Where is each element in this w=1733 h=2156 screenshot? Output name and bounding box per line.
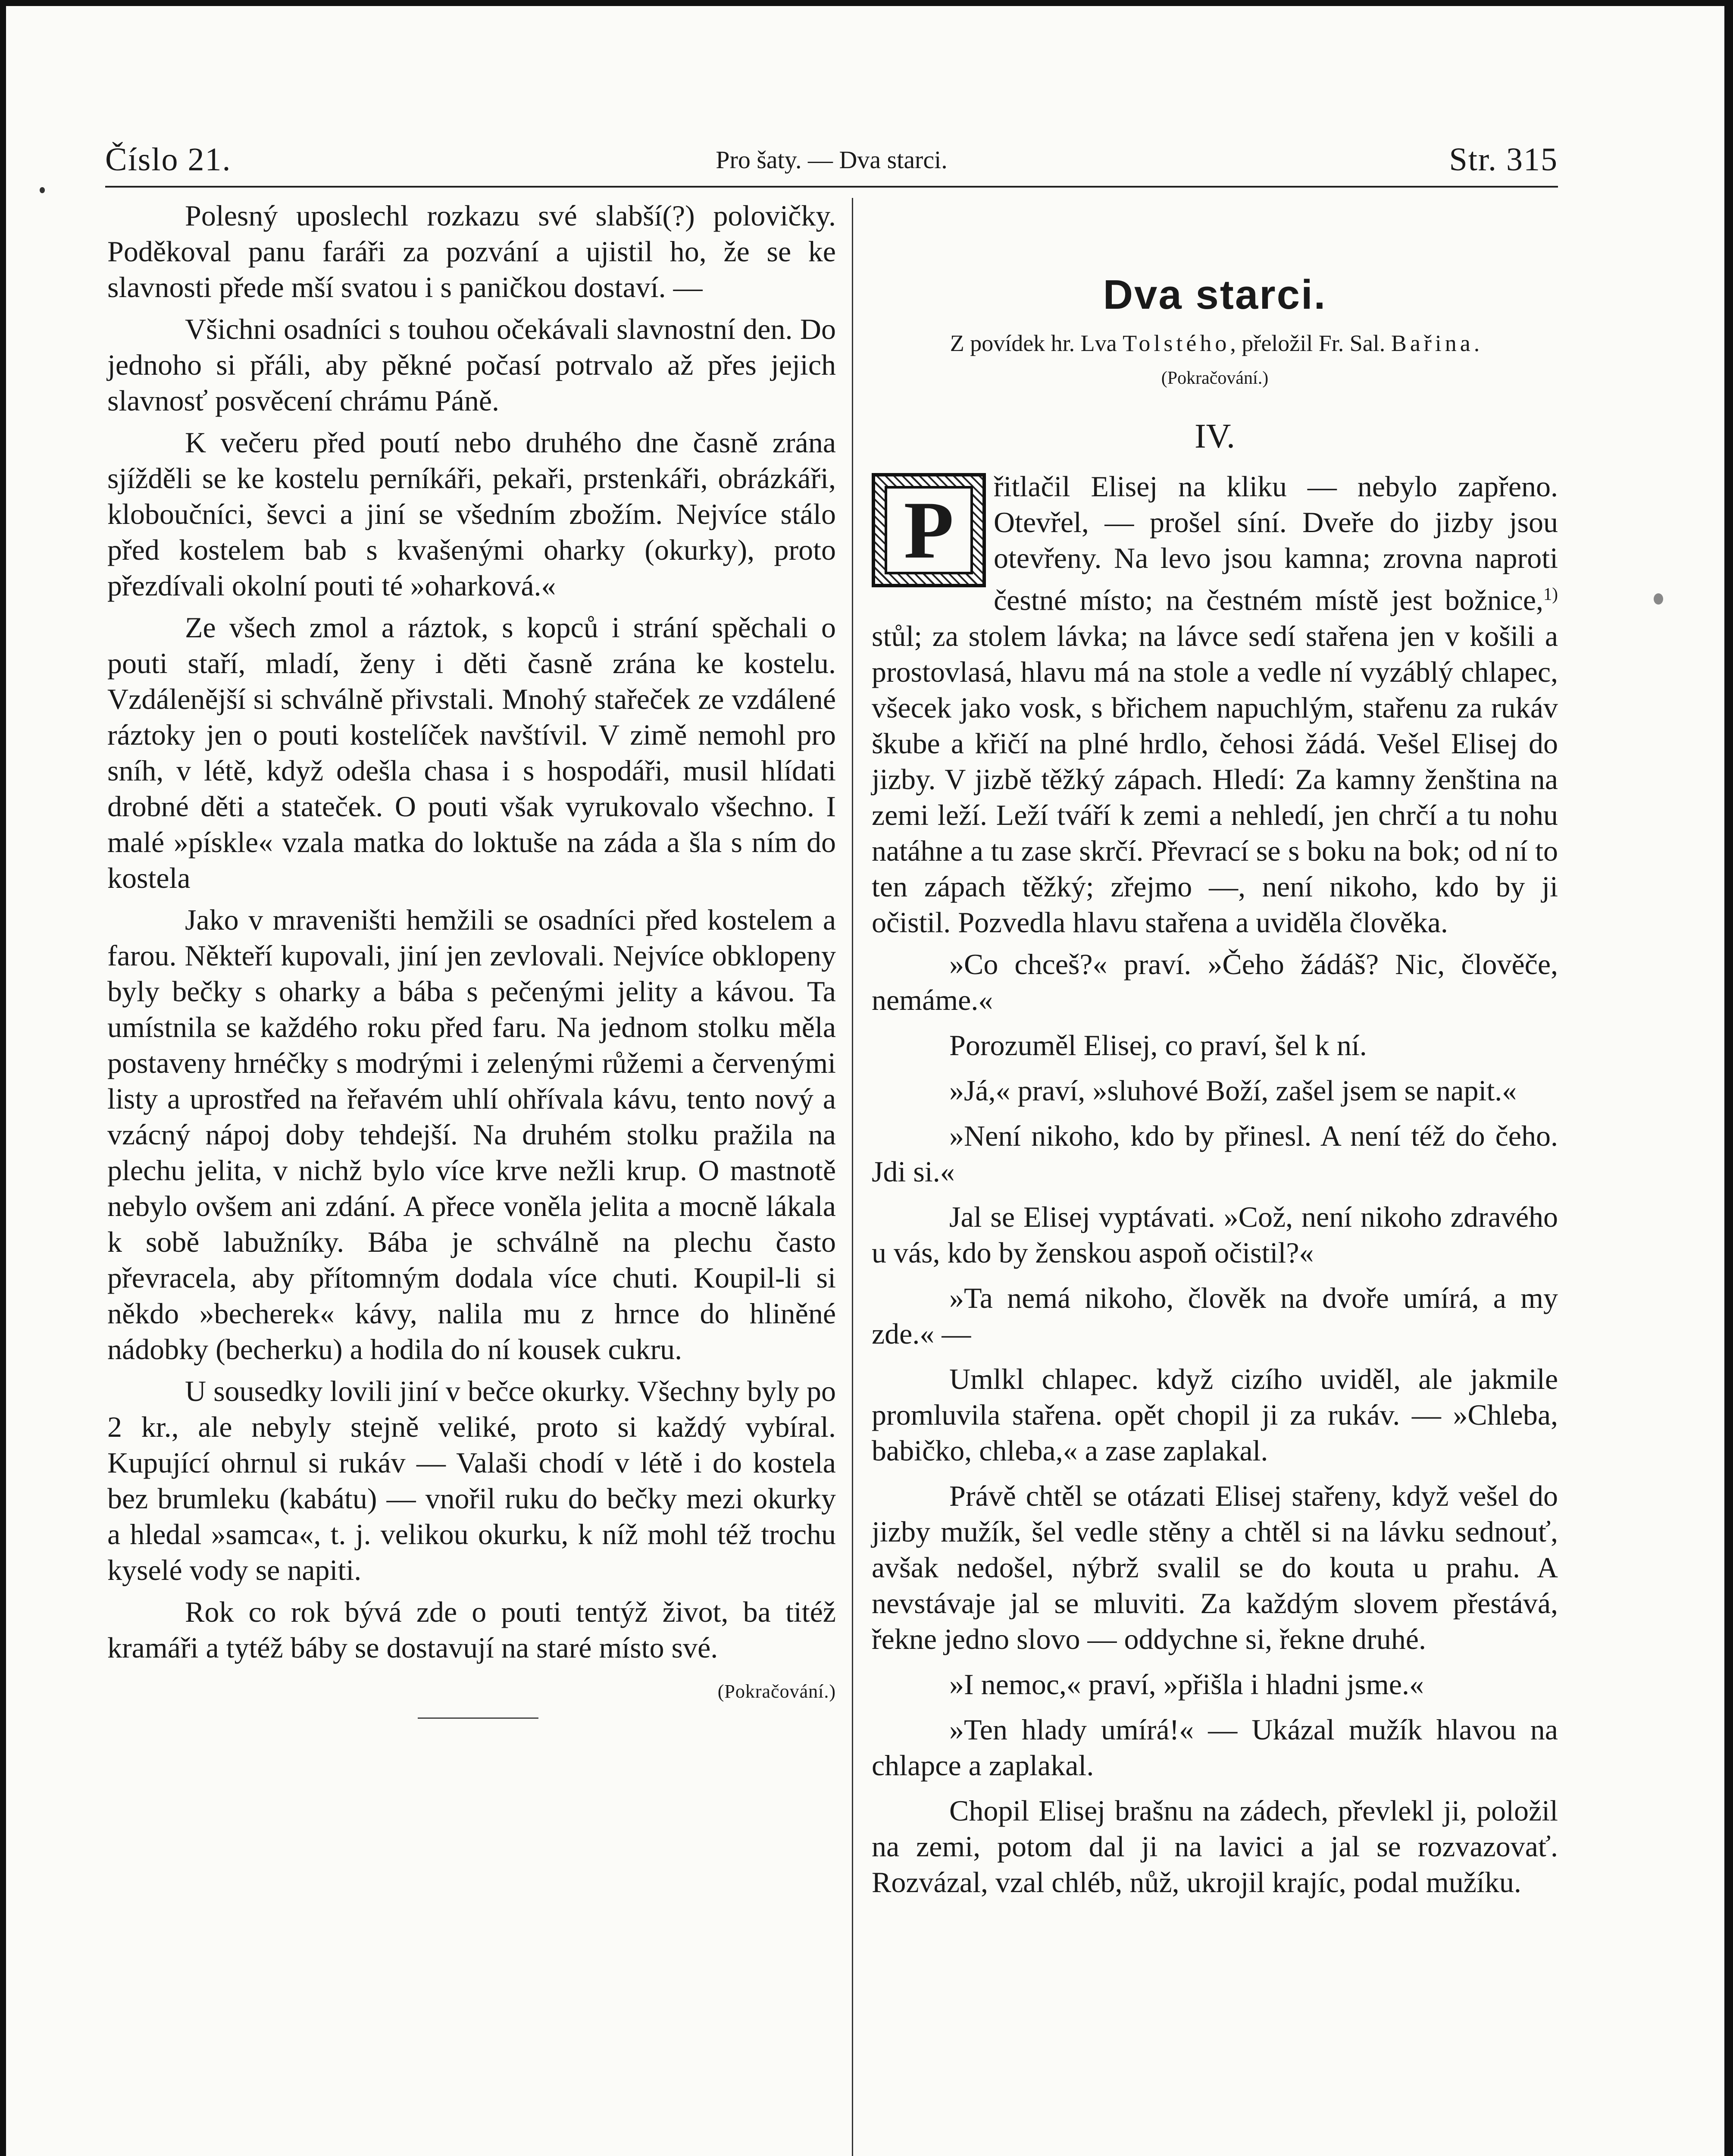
byline-prefix: Z povídek hr. Lva xyxy=(950,330,1123,356)
paragraph: K večeru před poutí nebo druhého dne časně zrána sjížděli se ke kostelu perníkáři, pekaři, prstenkáři, obrázkáři, kloboučníci, ševci a jiní se všedním zbožím. Nejvíce stálo před kostelem bab s kvašenými oharky (okurky), proto přezdívali okolní pouti té »oharková.« xyxy=(107,426,836,602)
article-byline xyxy=(872,329,1558,357)
continuation-note: (Pokračování.) xyxy=(717,1681,836,1702)
paragraph-text: řitlačil Elisej na kliku — nebylo zapřeno. Otevřel, — prošel síní. Dveře do jizby jsou otevřeny. Na levo jsou kamna; zrovna naproti čestné místo; na čestném místě jest božnice, xyxy=(994,470,1558,617)
paragraph: Chopil Elisej brašnu na zádech, převlekl ji, položil na zemi, potom dal ji na lavici a jal se rozvazovať. Rozvázal, vzal chléb, nůž, ukrojil krajíc, podal mužíku. xyxy=(872,1794,1558,1899)
paragraph: Polesný uposlechl rozkazu své slabší(?) polovičky. Poděkoval panu faráři za pozvání a ujistil ho, že se ke slavnosti přede mší svatou i s paničkou dostaví. — xyxy=(107,199,836,304)
issue-number: Číslo 21. xyxy=(105,141,231,178)
footnote-mark: 1) xyxy=(1543,584,1558,604)
paragraph: U sousedky lovili jiní v bečce okurky. Všechny byly po 2 kr., ale nebyly stejně veliké, proto si každý vybíral. Kupující ohrnul si rukáv — Valaši chodí v létě i do kostela bez brumleku (kabátu) — vnořil ruku do bečky mezi okurky a hledal »samca«, t. j. velikou okurku, k níž mohl též trochu kyselé vody se napiti. xyxy=(107,1375,836,1586)
continuation-note: (Pokračování.) xyxy=(1161,368,1269,388)
header-rule xyxy=(105,186,1558,188)
dropcap-letter: P xyxy=(885,486,973,574)
page-number: Str. 315 xyxy=(1449,141,1558,178)
article-title: Dva starci. xyxy=(1103,272,1327,318)
paragraph: Právě chtěl se otázati Elisej stařeny, když vešel do jizby mužík, šel vedle stěny a chtěl si na lávku sednouť, avšak nedošel, nýbrž svalil se do kouta u prahu. A nevstávaje jal se mluviti. Za každým slovem přestává, řekne jedno slovo — oddychne si, řekne druhé. xyxy=(872,1479,1558,1655)
paragraph: »Není nikoho, kdo by přinesl. A není též do čeho. Jdi si.« xyxy=(872,1119,1558,1188)
paragraph: »Co chceš?« praví. »Čeho žádáš? Nic, člověče, nemáme.« xyxy=(872,947,1558,1016)
column-divider xyxy=(852,198,853,2156)
paragraph-last xyxy=(107,1594,836,1702)
paragraph: Všichni osadníci s touhou očekávali slavnostní den. Do jednoho si přáli, aby pěkné počasí potrvalo až přes jejich slavnosť posvěcení chrámu Páně. xyxy=(107,313,836,417)
opening-paragraph xyxy=(872,469,1558,940)
paragraph: Ze všech zmol a ráztok, s kopců i strání spěchali o pouti staří, mladí, ženy i děti časně zrána ke kostelu. Vzdálenější si schválně přivstali. Mnohý stařeček ze vzdálené ráztoky jen o pouti kostelíček navštívil. V zimě nemohl pro sníh, v létě, když odešla chasa i s hospodáři, musil hlídati drobné děti a stateček. O pouti však vyrukovalo všechno. I malé »pískle« vzala matka do loktuše na záda a šla s ním do kostela xyxy=(107,611,836,894)
running-title: Pro šaty. — Dva starci. xyxy=(716,146,948,174)
page-header xyxy=(105,138,1558,185)
translator-name: Bařina xyxy=(1391,330,1474,356)
dropcap-ornament xyxy=(872,473,986,587)
paragraph: Jal se Elisej vyptávati. »Což, není nikoho zdravého u vás, kdo by ženskou aspoň očistil?« xyxy=(872,1200,1558,1269)
page xyxy=(6,6,1724,2156)
paragraph: Porozuměl Elisej, co praví, šel k ní. xyxy=(949,1028,1367,1062)
right-column xyxy=(872,198,1558,1910)
paragraph-text: Rok co rok bývá zde o pouti tentýž život, ba titéž kramáři a tytéž báby se dostavují na staré místo své. xyxy=(107,1595,836,1664)
paragraph: Umlkl chlapec. když cizího uviděl, ale jakmile promluvila stařena. opět chopil ji za rukáv. — »Chleba, babičko, chleba,« a zase zaplakal. xyxy=(872,1362,1558,1467)
paper-speck xyxy=(1654,593,1663,605)
chapter-number: IV. xyxy=(1194,417,1236,455)
paragraph: Jako v mraveništi hemžili se osadníci před kostelem a farou. Někteří kupovali, jiní jen zevlovali. Nejvíce obklopeny byly bečky s oharky a bába s pečenými jelity a kávou. Ta umístnila se každého roku před faru. Na jednom stolku měla postaveny hrnéčky s modrými i zelenými růžemi a červenými listy a uprostřed na řeřavém uhlí ohřívala kávu, tento nový a vzácný nápoj doby tehdejší. Na druhém stolku pražila na plechu jelita, v nichž bylo více krve nežli krup. O mastnotě nebylo ovšem ani zdání. A přece voněla jelita a mocně lákala k sobě labužníky. Bába je schválně na plechu často převracela, aby přítomným dodala více chuti. Koupil-li si někdo »becherek« kávy, nalila mu z hrnce do hliněné nádobky (becherku) a hodila do ní kousek cukru. xyxy=(107,903,836,1366)
paragraph: »Ten hlady umírá!« — Ukázal mužík hlavou na chlapce a zaplakal. xyxy=(872,1713,1558,1782)
paragraph: »Já,« praví, »sluhové Boží, zašel jsem se napit.« xyxy=(949,1074,1517,1107)
byline-end: . xyxy=(1473,330,1480,356)
paragraph: »I nemoc,« praví, »přišla i hladni jsme.« xyxy=(949,1667,1424,1701)
paragraph: »Ta nemá nikoho, člověk na dvoře umírá, a my zde.« — xyxy=(872,1281,1558,1350)
author-name: Tolstého xyxy=(1123,330,1230,356)
paper-speck xyxy=(40,187,45,193)
left-column xyxy=(107,198,836,1719)
paragraph-text: stůl; za stolem lávka; na lávce sedí stařena jen v košili a prostovlasá, hlavu má na stole a vedle ní vyzáblý chlapec, všecek jako vosk, s břichem napuchlým, stařenu za rukáv škube a křičí na plné hrdlo, čehosi žádá. Vešel Elisej do jizby. V jizbě těžký zápach. Hledí: Za kamny ženština na zemi leží. Leží tváří k zemi a nehledí, jen chrčí a tu nohu natáhne a tu zase skrčí. Převrací se s boku na bok; od ní to ten zápach těžký; zřejmo —, není nikoho, kdo by ji očistil. Pozvedla hlavu stařena a uviděla člověka. xyxy=(872,619,1558,939)
end-rule xyxy=(418,1717,538,1719)
byline-mid: , přeložil Fr. Sal. xyxy=(1230,330,1391,356)
